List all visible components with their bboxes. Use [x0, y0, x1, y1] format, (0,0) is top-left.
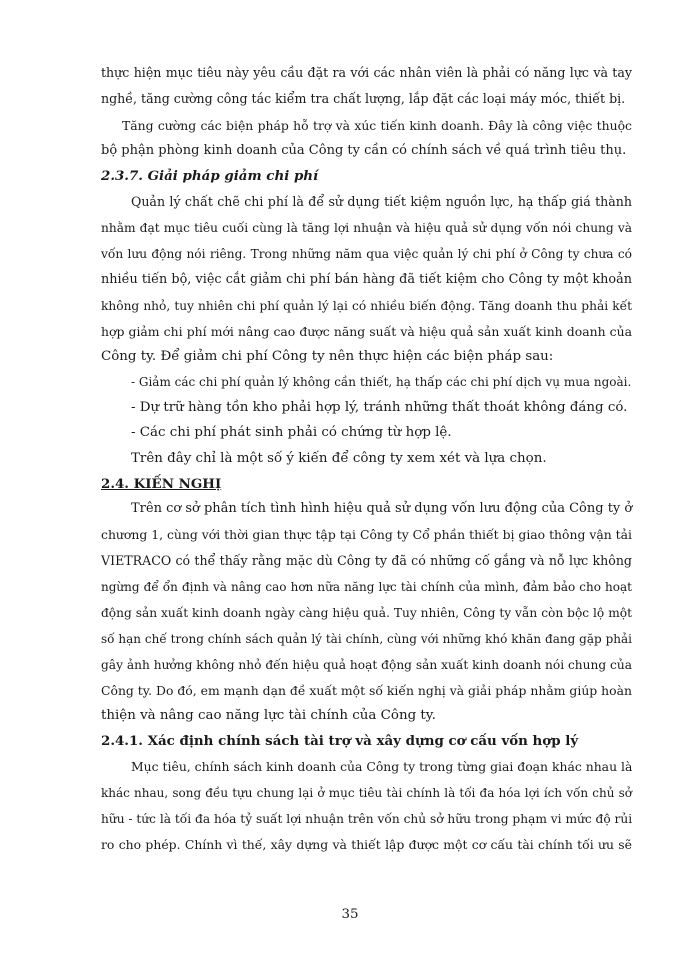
text-line: hợp giảm chi phí mới nâng cao được năng suất và hiệu quả sản xuất kinh doanh của — [101, 324, 632, 339]
section-heading: 2.4. KIẾN NGHỊ — [101, 476, 222, 492]
section-heading: 2.4.1. Xác định chính sách tài trợ và xây dựng cơ cấu vốn hợp lý — [101, 733, 579, 749]
text-line: chương 1, cùng với thời gian thực tập tại Công ty Cổ phần thiết bị giao thông vận tải — [101, 527, 632, 542]
text-line: Trên cơ sở phân tích tình hình hiệu quả sử dụng vốn lưu động của Công ty ở — [131, 501, 633, 516]
bullet-item: - Giảm các chi phí quản lý không cần thiết, hạ thấp các chi phí dịch vụ mua ngoài. — [131, 375, 632, 389]
text-line: nhằm đạt mục tiêu cuối cùng là tăng lợi nhuận và hiệu quả sử dụng vốn nói chung và — [101, 221, 632, 235]
text-line: VIETRACO có thể thấy rằng mặc dù Công ty đã có những cố gắng và nỗ lực không — [101, 553, 632, 568]
text-line: ngừng để ổn định và nâng cao hơn nữa năng lực tài chính của mình, đảm bảo cho hoạt — [101, 580, 632, 594]
text-line: Quản lý chất chẽ chi phí là để sử dụng tiết kiệm nguồn lực, hạ thấp giá thành — [131, 194, 632, 209]
text-line: Trên đây chỉ là một số ý kiến để công ty xem xét và lựa chọn. — [131, 451, 547, 466]
text-line: số hạn chế trong chính sách quản lý tài chính, cùng với những khó khăn đang gặp phải — [101, 632, 632, 646]
page-number: 35 — [341, 907, 359, 922]
text-line: Công ty. Để giảm chi phí Công ty nên thực hiện các biện pháp sau: — [101, 349, 554, 364]
text-line: nghề, tăng cường công tác kiểm tra chất lượng, lắp đặt các loại máy móc, thiết bị. — [101, 91, 626, 106]
text-line: gây ảnh hưởng không nhỏ đến hiệu quả hoạt động sản xuất kinh doanh nói chung của — [101, 658, 632, 672]
text-line: thiện và nâng cao năng lực tài chính của Công ty. — [101, 708, 436, 723]
text-line: Mục tiêu, chính sách kinh doanh của Công ty trong từng giai đoạn khác nhau là — [131, 759, 633, 774]
text-line: hữu - tức là tối đa hóa tỷ suất lợi nhuận trên vốn chủ sở hữu trong phạm vi mức độ rủi — [101, 812, 633, 826]
text-line: khác nhau, song đều tựu chung lại ở mục tiêu tài chính là tối đa hóa lợi ích vốn chủ sở — [101, 786, 632, 800]
text-line: động sản xuất kinh doanh ngày càng hiệu quả. Tuy nhiên, Công ty vẫn còn bộc lộ một — [101, 606, 632, 620]
bullet-item: - Các chi phí phát sinh phải có chứng từ hợp lệ. — [131, 425, 452, 440]
text-line: vốn lưu động nói riêng. Trong những năm qua việc quản lý chi phí ở Công ty chưa có — [101, 247, 632, 261]
bullet-item: - Dự trữ hàng tồn kho phải hợp lý, tránh những thất thoát không đáng có. — [131, 400, 628, 415]
text-line: Tăng cường các biện pháp hỗ trợ và xúc tiến kinh doanh. Đây là công việc thuộc — [122, 118, 632, 133]
section-heading: 2.3.7. Giải pháp giảm chi phí — [101, 168, 319, 184]
text-line: Công ty. Do đó, em mạnh dạn đề xuất một số kiến nghị và giải pháp nhằm giúp hoàn — [101, 683, 632, 698]
text-line: nhiều tiến bộ, việc cắt giảm chi phí bán hàng đã tiết kiệm cho Công ty một khoản — [101, 272, 632, 287]
text-line: thực hiện mục tiêu này yêu cầu đặt ra với các nhân viên là phải có năng lực và tay — [101, 65, 632, 80]
text-line: ro cho phép. Chính vì thế, xây dựng và thiết lập được một cơ cấu tài chính tối ưu sẽ — [101, 837, 632, 852]
text-line: không nhỏ, tuy nhiên chi phí quản lý lại có nhiều biến động. Tăng doanh thu phải kết — [101, 299, 632, 313]
text-line: bộ phận phòng kinh doanh của Công ty cần có chính sách về quá trình tiêu thụ. — [101, 143, 627, 158]
